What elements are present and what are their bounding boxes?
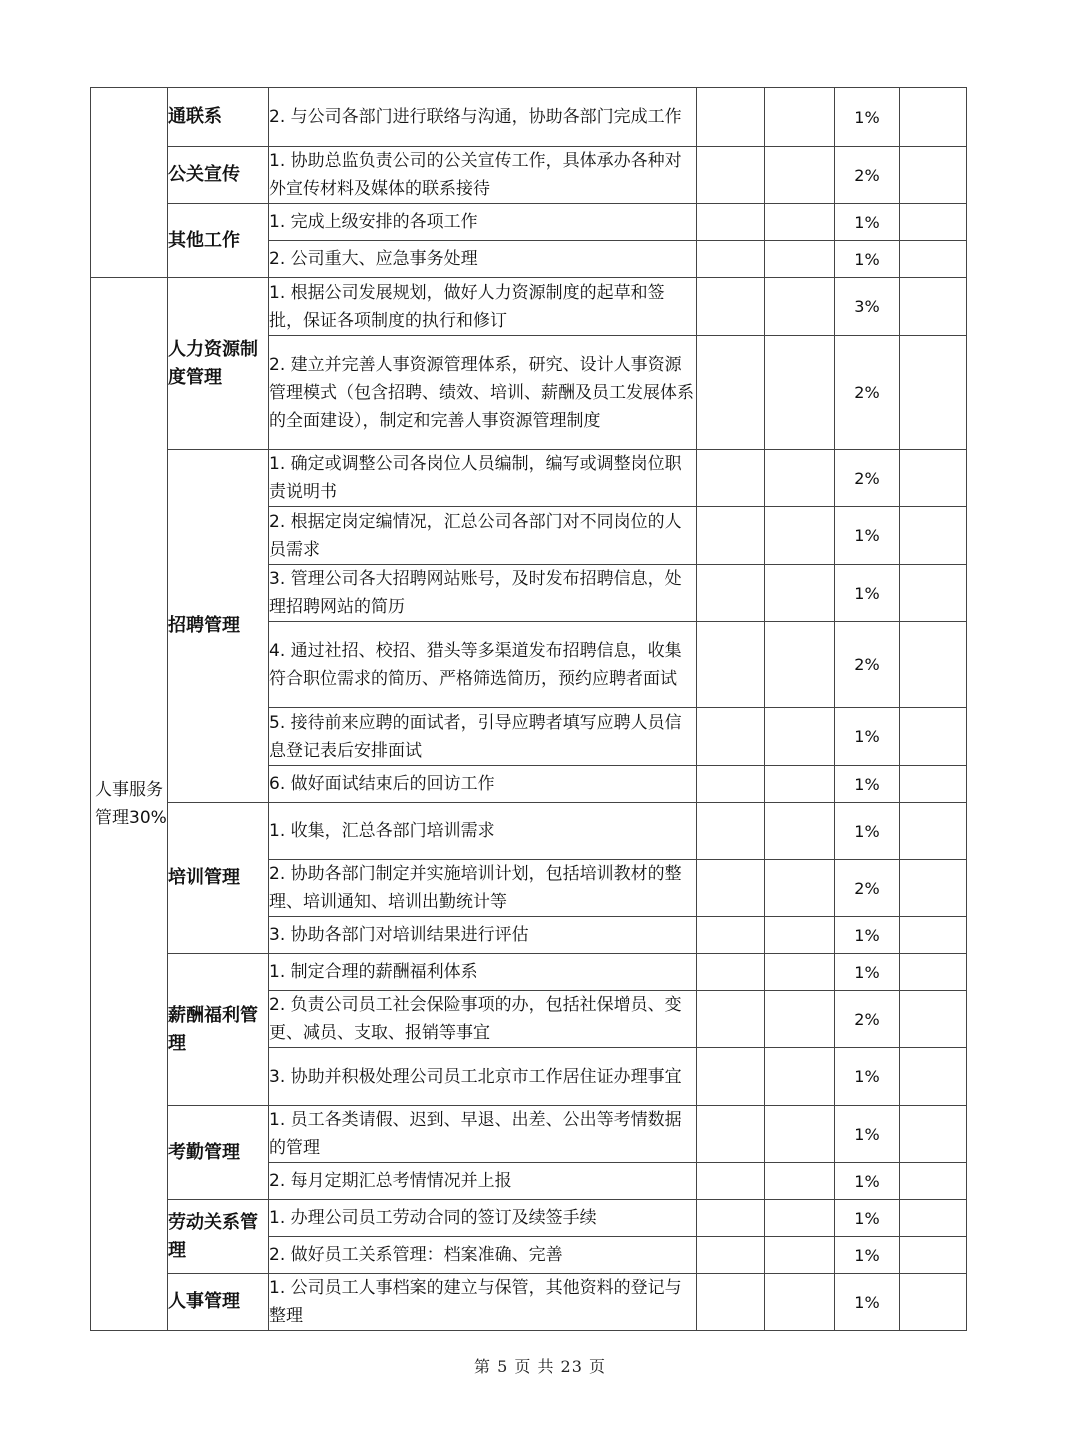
blank-cell: [697, 1237, 765, 1274]
task-cell: 1. 办理公司员工劳动合同的签订及续签手续: [269, 1200, 697, 1237]
task-cell: 2. 建立并完善人事资源管理体系，研究、设计人事资源管理模式（包含招聘、绩效、培训、薪酬及员工发展体系的全面建设），制定和完善人事资源管理制度: [269, 336, 697, 450]
blank-cell: [765, 1274, 835, 1331]
blank-cell: [900, 1237, 967, 1274]
blank-cell: [900, 88, 967, 147]
subcategory-cell: 考勤管理: [168, 1106, 269, 1200]
blank-cell: [765, 507, 835, 565]
blank-cell: [765, 278, 835, 336]
subcategory-cell: 培训管理: [168, 803, 269, 954]
task-cell: 2. 协助各部门制定并实施培训计划，包括培训教材的整理、培训通知、培训出勤统计等: [269, 860, 697, 917]
blank-cell: [697, 1163, 765, 1200]
subcategory-cell: 人事管理: [168, 1274, 269, 1331]
blank-cell: [697, 991, 765, 1048]
weight-cell: 1%: [835, 708, 900, 766]
weight-cell: 1%: [835, 565, 900, 622]
task-cell: 2. 每月定期汇总考情情况并上报: [269, 1163, 697, 1200]
weight-cell: 1%: [835, 1106, 900, 1163]
weight-cell: 2%: [835, 860, 900, 917]
blank-cell: [765, 708, 835, 766]
blank-cell: [765, 565, 835, 622]
blank-cell: [697, 204, 765, 241]
task-cell: 2. 做好员工关系管理：档案准确、完善: [269, 1237, 697, 1274]
blank-cell: [900, 336, 967, 450]
blank-cell: [765, 917, 835, 954]
task-cell: 1. 协助总监负责公司的公关宣传工作，具体承办各种对外宣传材料及媒体的联系接待: [269, 147, 697, 204]
task-cell: 2. 负责公司员工社会保险事项的办，包括社保增员、变更、减员、支取、报销等事宜: [269, 991, 697, 1048]
weight-cell: 1%: [835, 1237, 900, 1274]
table-row: [91, 1274, 967, 1331]
table-row: [91, 1200, 967, 1237]
blank-cell: [697, 336, 765, 450]
blank-cell: [900, 622, 967, 708]
task-cell: 1. 根据公司发展规划，做好人力资源制度的起草和签批，保证各项制度的执行和修订: [269, 278, 697, 336]
blank-cell: [900, 204, 967, 241]
table-row: [91, 147, 967, 204]
blank-cell: [697, 1106, 765, 1163]
weight-cell: 2%: [835, 147, 900, 204]
weight-cell: 1%: [835, 954, 900, 991]
subcategory-cell: 通联系: [168, 88, 269, 147]
task-cell: 6. 做好面试结束后的回访工作: [269, 766, 697, 803]
blank-cell: [697, 241, 765, 278]
blank-cell: [900, 708, 967, 766]
blank-cell: [697, 565, 765, 622]
blank-cell: [697, 278, 765, 336]
task-cell: 3. 协助各部门对培训结果进行评估: [269, 917, 697, 954]
weight-cell: 2%: [835, 450, 900, 507]
weight-cell: 2%: [835, 622, 900, 708]
task-cell: 3. 管理公司各大招聘网站账号，及时发布招聘信息，处理招聘网站的简历: [269, 565, 697, 622]
task-cell: 1. 员工各类请假、迟到、早退、出差、公出等考情数据的管理: [269, 1106, 697, 1163]
blank-cell: [697, 88, 765, 147]
blank-cell: [900, 1048, 967, 1106]
blank-cell: [697, 622, 765, 708]
weight-cell: 1%: [835, 1200, 900, 1237]
blank-cell: [765, 1106, 835, 1163]
weight-cell: 2%: [835, 991, 900, 1048]
blank-cell: [900, 1274, 967, 1331]
blank-cell: [697, 860, 765, 917]
task-cell: 1. 完成上级安排的各项工作: [269, 204, 697, 241]
blank-cell: [765, 1237, 835, 1274]
weight-cell: 1%: [835, 88, 900, 147]
blank-cell: [900, 1163, 967, 1200]
weight-cell: 1%: [835, 1048, 900, 1106]
blank-cell: [765, 147, 835, 204]
table-row: [91, 278, 967, 336]
weight-cell: 1%: [835, 507, 900, 565]
subcategory-cell: 薪酬福利管理: [168, 954, 269, 1106]
category-cell: [91, 278, 168, 1331]
table-row: [91, 450, 967, 507]
blank-cell: [765, 1163, 835, 1200]
blank-cell: [697, 1200, 765, 1237]
blank-cell: [697, 917, 765, 954]
task-cell: 2. 与公司各部门进行联络与沟通，协助各部门完成工作: [269, 88, 697, 147]
blank-cell: [697, 803, 765, 860]
blank-cell: [697, 507, 765, 565]
task-cell: 3. 协助并积极处理公司员工北京市工作居住证办理事宜: [269, 1048, 697, 1106]
task-cell: 1. 确定或调整公司各岗位人员编制，编写或调整岗位职责说明书: [269, 450, 697, 507]
subcategory-cell: 其他工作: [168, 204, 269, 278]
blank-cell: [900, 241, 967, 278]
blank-cell: [900, 766, 967, 803]
blank-cell: [697, 1048, 765, 1106]
blank-cell: [697, 1274, 765, 1331]
weight-cell: 1%: [835, 241, 900, 278]
blank-cell: [765, 450, 835, 507]
blank-cell: [765, 860, 835, 917]
blank-cell: [900, 507, 967, 565]
blank-cell: [765, 766, 835, 803]
blank-cell: [900, 803, 967, 860]
table-row: [91, 803, 967, 860]
weight-cell: 1%: [835, 766, 900, 803]
blank-cell: [765, 241, 835, 278]
blank-cell: [697, 147, 765, 204]
task-cell: 2. 根据定岗定编情况，汇总公司各部门对不同岗位的人员需求: [269, 507, 697, 565]
subcategory-cell: 劳动关系管理: [168, 1200, 269, 1274]
task-cell: 1. 制定合理的薪酬福利体系: [269, 954, 697, 991]
task-cell: 1. 公司员工人事档案的建立与保管，其他资料的登记与整理: [269, 1274, 697, 1331]
blank-cell: [900, 954, 967, 991]
category-label: 人事服务管理30%: [95, 780, 167, 828]
table-row: [91, 954, 967, 991]
table-row: [91, 204, 967, 241]
blank-cell: [765, 991, 835, 1048]
weight-cell: 1%: [835, 917, 900, 954]
weight-cell: 1%: [835, 803, 900, 860]
blank-cell: [900, 147, 967, 204]
blank-cell: [697, 708, 765, 766]
blank-cell: [765, 1200, 835, 1237]
table-row: [91, 88, 967, 147]
subcategory-cell: 人力资源制度管理: [168, 278, 269, 450]
blank-cell: [697, 766, 765, 803]
blank-cell: [765, 803, 835, 860]
weight-cell: 1%: [835, 1163, 900, 1200]
blank-cell: [900, 1106, 967, 1163]
blank-cell: [900, 450, 967, 507]
blank-cell: [900, 1200, 967, 1237]
weight-cell: 2%: [835, 336, 900, 450]
blank-cell: [765, 1048, 835, 1106]
blank-cell: [765, 88, 835, 147]
subcategory-cell: 公关宣传: [168, 147, 269, 204]
blank-cell: [900, 278, 967, 336]
blank-cell: [900, 565, 967, 622]
blank-cell: [900, 917, 967, 954]
blank-cell: [765, 622, 835, 708]
task-cell: 4. 通过社招、校招、猎头等多渠道发布招聘信息，收集符合职位需求的简历、严格筛选简历，预约应聘者面试: [269, 622, 697, 708]
table-row: [91, 1106, 967, 1163]
weight-cell: 1%: [835, 204, 900, 241]
weight-cell: 1%: [835, 1274, 900, 1331]
task-cell: 5. 接待前来应聘的面试者，引导应聘者填写应聘人员信息登记表后安排面试: [269, 708, 697, 766]
subcategory-cell: 招聘管理: [168, 450, 269, 803]
blank-cell: [765, 204, 835, 241]
blank-cell: [900, 991, 967, 1048]
blank-cell: [765, 336, 835, 450]
blank-cell: [765, 954, 835, 991]
responsibility-table: [90, 87, 967, 1331]
task-cell: 1. 收集，汇总各部门培训需求: [269, 803, 697, 860]
page-footer: 第 5 页 共 23 页: [474, 1357, 606, 1376]
blank-cell: [697, 450, 765, 507]
blank-cell: [697, 954, 765, 991]
weight-cell: 3%: [835, 278, 900, 336]
task-cell: 2. 公司重大、应急事务处理: [269, 241, 697, 278]
blank-cell: [900, 860, 967, 917]
category-cell: [91, 88, 168, 278]
